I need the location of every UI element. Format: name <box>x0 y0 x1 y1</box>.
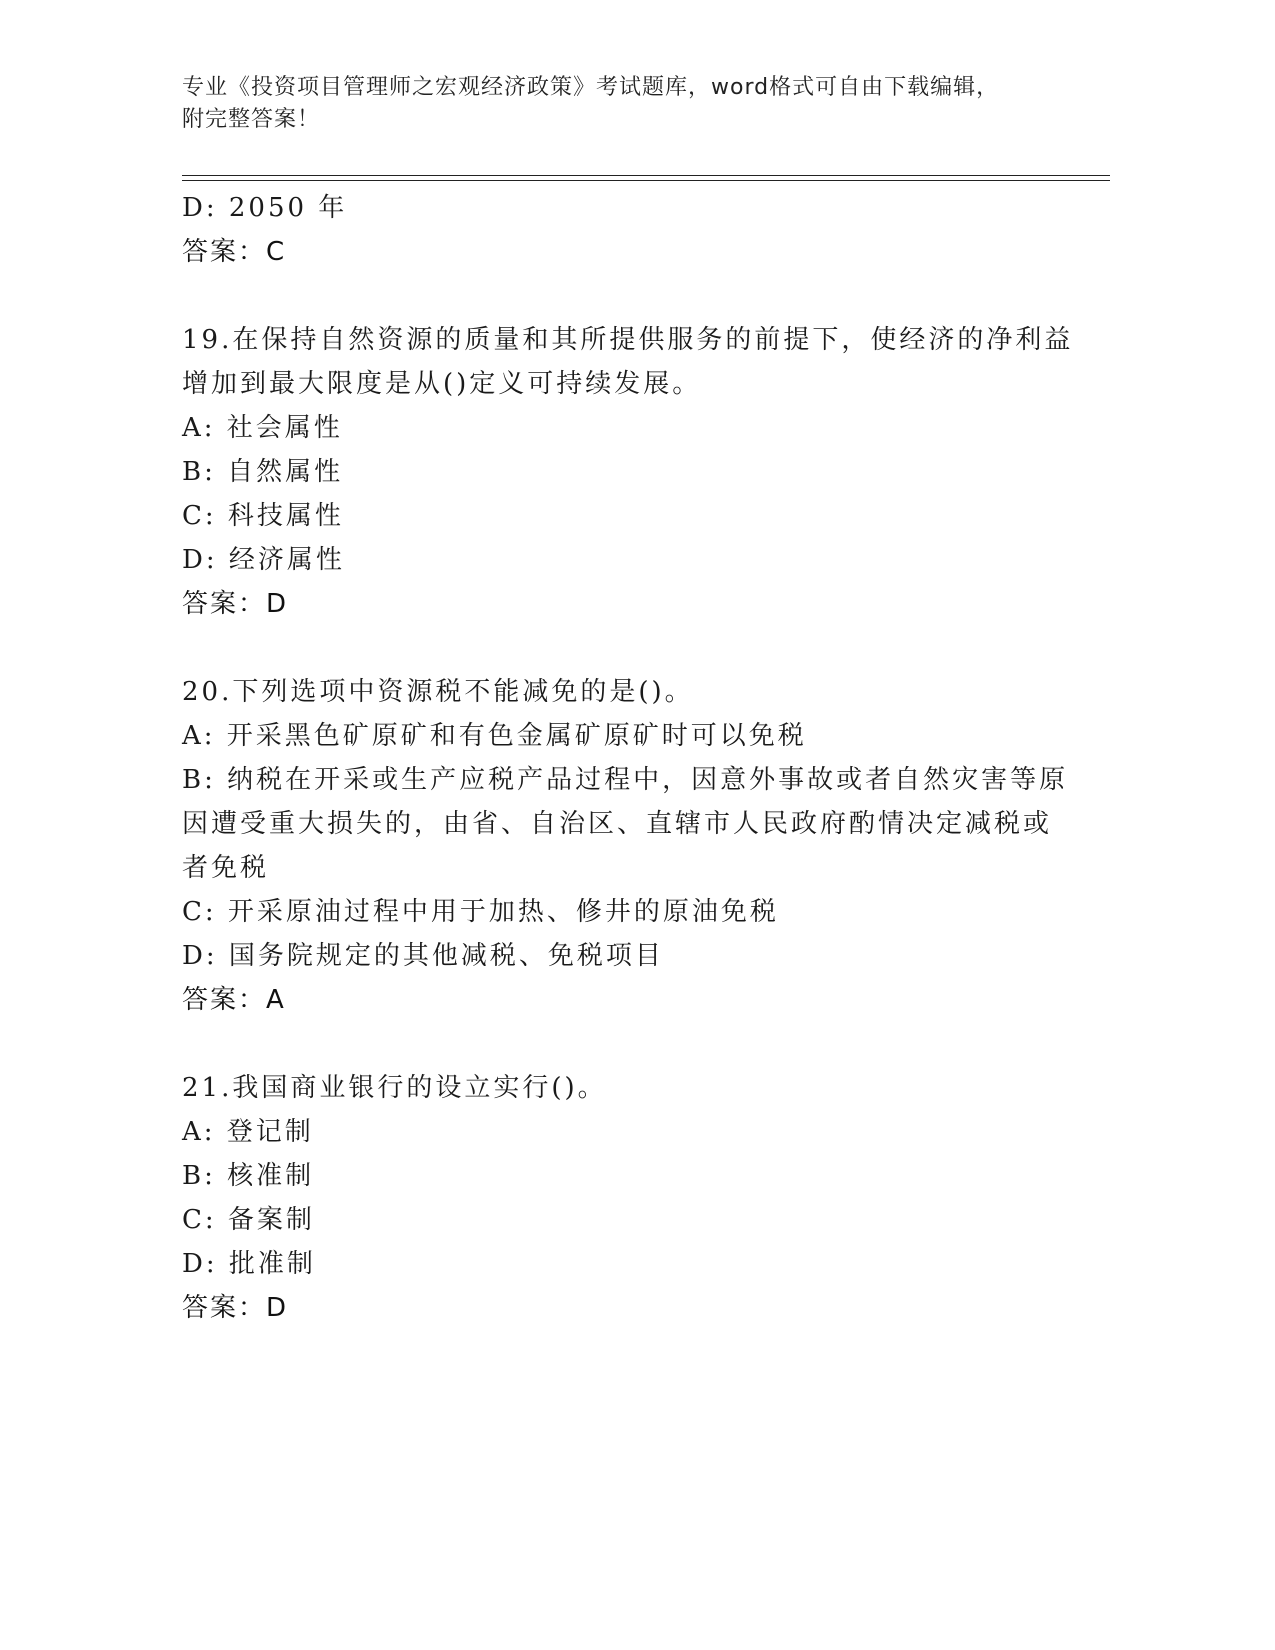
option-c: C: 备案制 <box>182 1205 315 1235</box>
question-stem: 20.下列选项中资源税不能减免的是()。 <box>182 677 694 707</box>
question-19 <box>182 318 1082 626</box>
option-b: B: 自然属性 <box>182 457 344 487</box>
header-line-1: 专业《投资项目管理师之宏观经济政策》考试题库，word格式可自由下载编辑， <box>182 75 1000 100</box>
option-b-cont: 者免税 <box>182 853 270 883</box>
option-b: B: 纳税在开采或生产应税产品过程中，因意外事故或者自然灾害等原 <box>182 765 1069 795</box>
option-b: B: 核准制 <box>182 1161 315 1191</box>
spacer <box>182 1022 1082 1066</box>
spacer <box>182 626 1082 670</box>
question-21 <box>182 1066 1082 1330</box>
header-rule-top <box>182 175 1110 176</box>
question-stem: 19.在保持自然资源的质量和其所提供服务的前提下，使经济的净利益 <box>182 325 1074 355</box>
option-a: A: 登记制 <box>182 1117 314 1147</box>
question-20 <box>182 670 1082 1022</box>
prev-option-d: D: 2050 年 <box>182 193 348 223</box>
answer: 答案：D <box>182 589 289 619</box>
option-a: A: 开采黑色矿原矿和有色金属矿原矿时可以免税 <box>182 721 807 751</box>
option-d: D: 经济属性 <box>182 545 345 575</box>
option-b-cont: 因遭受重大损失的，由省、自治区、直辖市人民政府酌情决定减税或 <box>182 809 1053 839</box>
option-a: A: 社会属性 <box>182 413 343 443</box>
option-d: D: 批准制 <box>182 1249 316 1279</box>
question-stem-cont: 增加到最大限度是从()定义可持续发展。 <box>182 369 702 399</box>
option-c: C: 开采原油过程中用于加热、修井的原油免税 <box>182 897 779 927</box>
answer: 答案：A <box>182 985 286 1015</box>
page-header-note <box>182 72 1082 136</box>
question-content <box>182 186 1082 1330</box>
header-line-2: 附完整答案！ <box>182 107 321 132</box>
spacer <box>182 274 1082 318</box>
option-d: D: 国务院规定的其他减税、免税项目 <box>182 941 664 971</box>
header-rule-bottom <box>182 180 1110 181</box>
answer: 答案：D <box>182 1293 289 1323</box>
prev-answer: 答案：C <box>182 237 287 267</box>
option-c: C: 科技属性 <box>182 501 344 531</box>
question-stem: 21.我国商业银行的设立实行()。 <box>182 1073 607 1103</box>
